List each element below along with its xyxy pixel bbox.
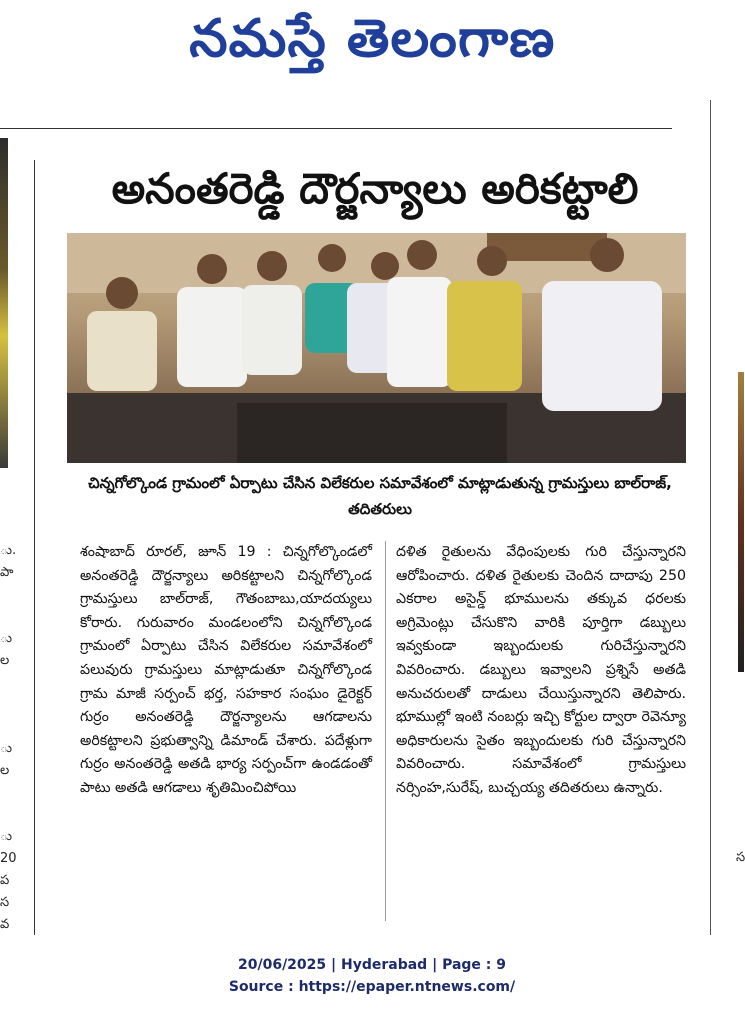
adjacent-photo-fragment-right [738,372,744,672]
adjacent-article-fragment-left: ు. పా ు ల ు ల ు 20 ప స వ [0,543,17,932]
page-footer [0,954,744,998]
adjacent-article-fragment-right: స [736,850,745,865]
footer-date-edition: 20/06/2025 | Hyderabad | Page : 9 [237,957,507,973]
masthead [0,0,744,80]
article-headline: అనంతరెడ్డి దౌర్జన్యాలు అరికట్టాలి [111,164,639,213]
top-divider [0,128,672,129]
adjacent-photo-fragment [0,138,8,468]
article-photo [67,233,686,463]
newspaper-logo: నమస్తే తెలంగాణ [188,9,556,69]
footer-source-link[interactable]: Source : https://epaper.ntnews.com/ [228,979,516,995]
group-photo-illustration [67,233,686,463]
article-body-column-2: దళిత రైతులను వేధింపులకు గురి చేస్తున్నారని ఆరోపించారు. దళిత రైతులకు చెందిన దాదాపు 250 ఎకరాల అసైన్డ్ భూములను తక్కువ ధరలకు అగ్రిమెంట్లు చేసుకొని వారికి పూర్తిగా డబ్బులు ఇవ్వకుండా ఇబ్బందులకు గురిచేస్తున్నారని వివరించారు. డబ్బులు ఇవ్వాలని ప్రశ్నిసే అతడి అనుచరులతో దాడులు చేయిస్తున్నారని తెలిపారు. భూముల్లో ఇంటి నంబర్లు ఇచ్చి కోర్టుల ద్వారా రెవెన్యూ అధికారులను సైతం ఇబ్బందులకు గురి చేస్తున్నారని వివరించారు. సమావేశంలో గ్రామస్తులు నర్సింహ,సురేష్, బుచ్చయ్య తదితరులు ఉన్నారు. [396,544,686,796]
right-column-divider [710,100,711,935]
photo-caption: చిన్నగోల్కొండ గ్రామంలో ఏర్పాటు చేసిన విలేకరుల సమావేశంలో మాట్లాడుతున్న గ్రామస్తులు బాల్‌రాజ్, తదితరులు [88,474,672,518]
column-divider [385,541,386,921]
left-column-divider [34,160,35,935]
article-body-column-1: శంషాబాద్ రూరల్, జూన్ 19 : చిన్నగోల్కొండలో అనంతరెడ్డి దౌర్జన్యాలు అరికట్టాలని చిన్నగోల్కొండ గ్రామస్తులు బాల్‌రాజ్, గౌతంబాబు,యాదయ్యలు కోరారు. గురువారం మండలంలోని చిన్నగోల్కొండ గ్రామంలో ఏర్పాటు చేసిన విలేకరుల సమావేశంలో పలువురు గ్రామస్తులు మాట్లాడుతూ చిన్నగోల్కొండ గ్రామ మాజీ సర్పంచ్ భర్త, సహకార సంఘం డైరెక్టర్ గుర్రం అనంతరెడ్డి దౌర్జన్యాలను ఆగడాలను అరికట్టాలని ప్రభుత్వాన్ని డిమాండ్ చేశారు. పదేళ్లుగా గుర్రం అనంతరెడ్డి అతడి భార్య సర్పంచ్‌గా ఉండడంతో పాటు అతడి ఆగడాలు శృతిమించిపోయి [80,544,372,796]
